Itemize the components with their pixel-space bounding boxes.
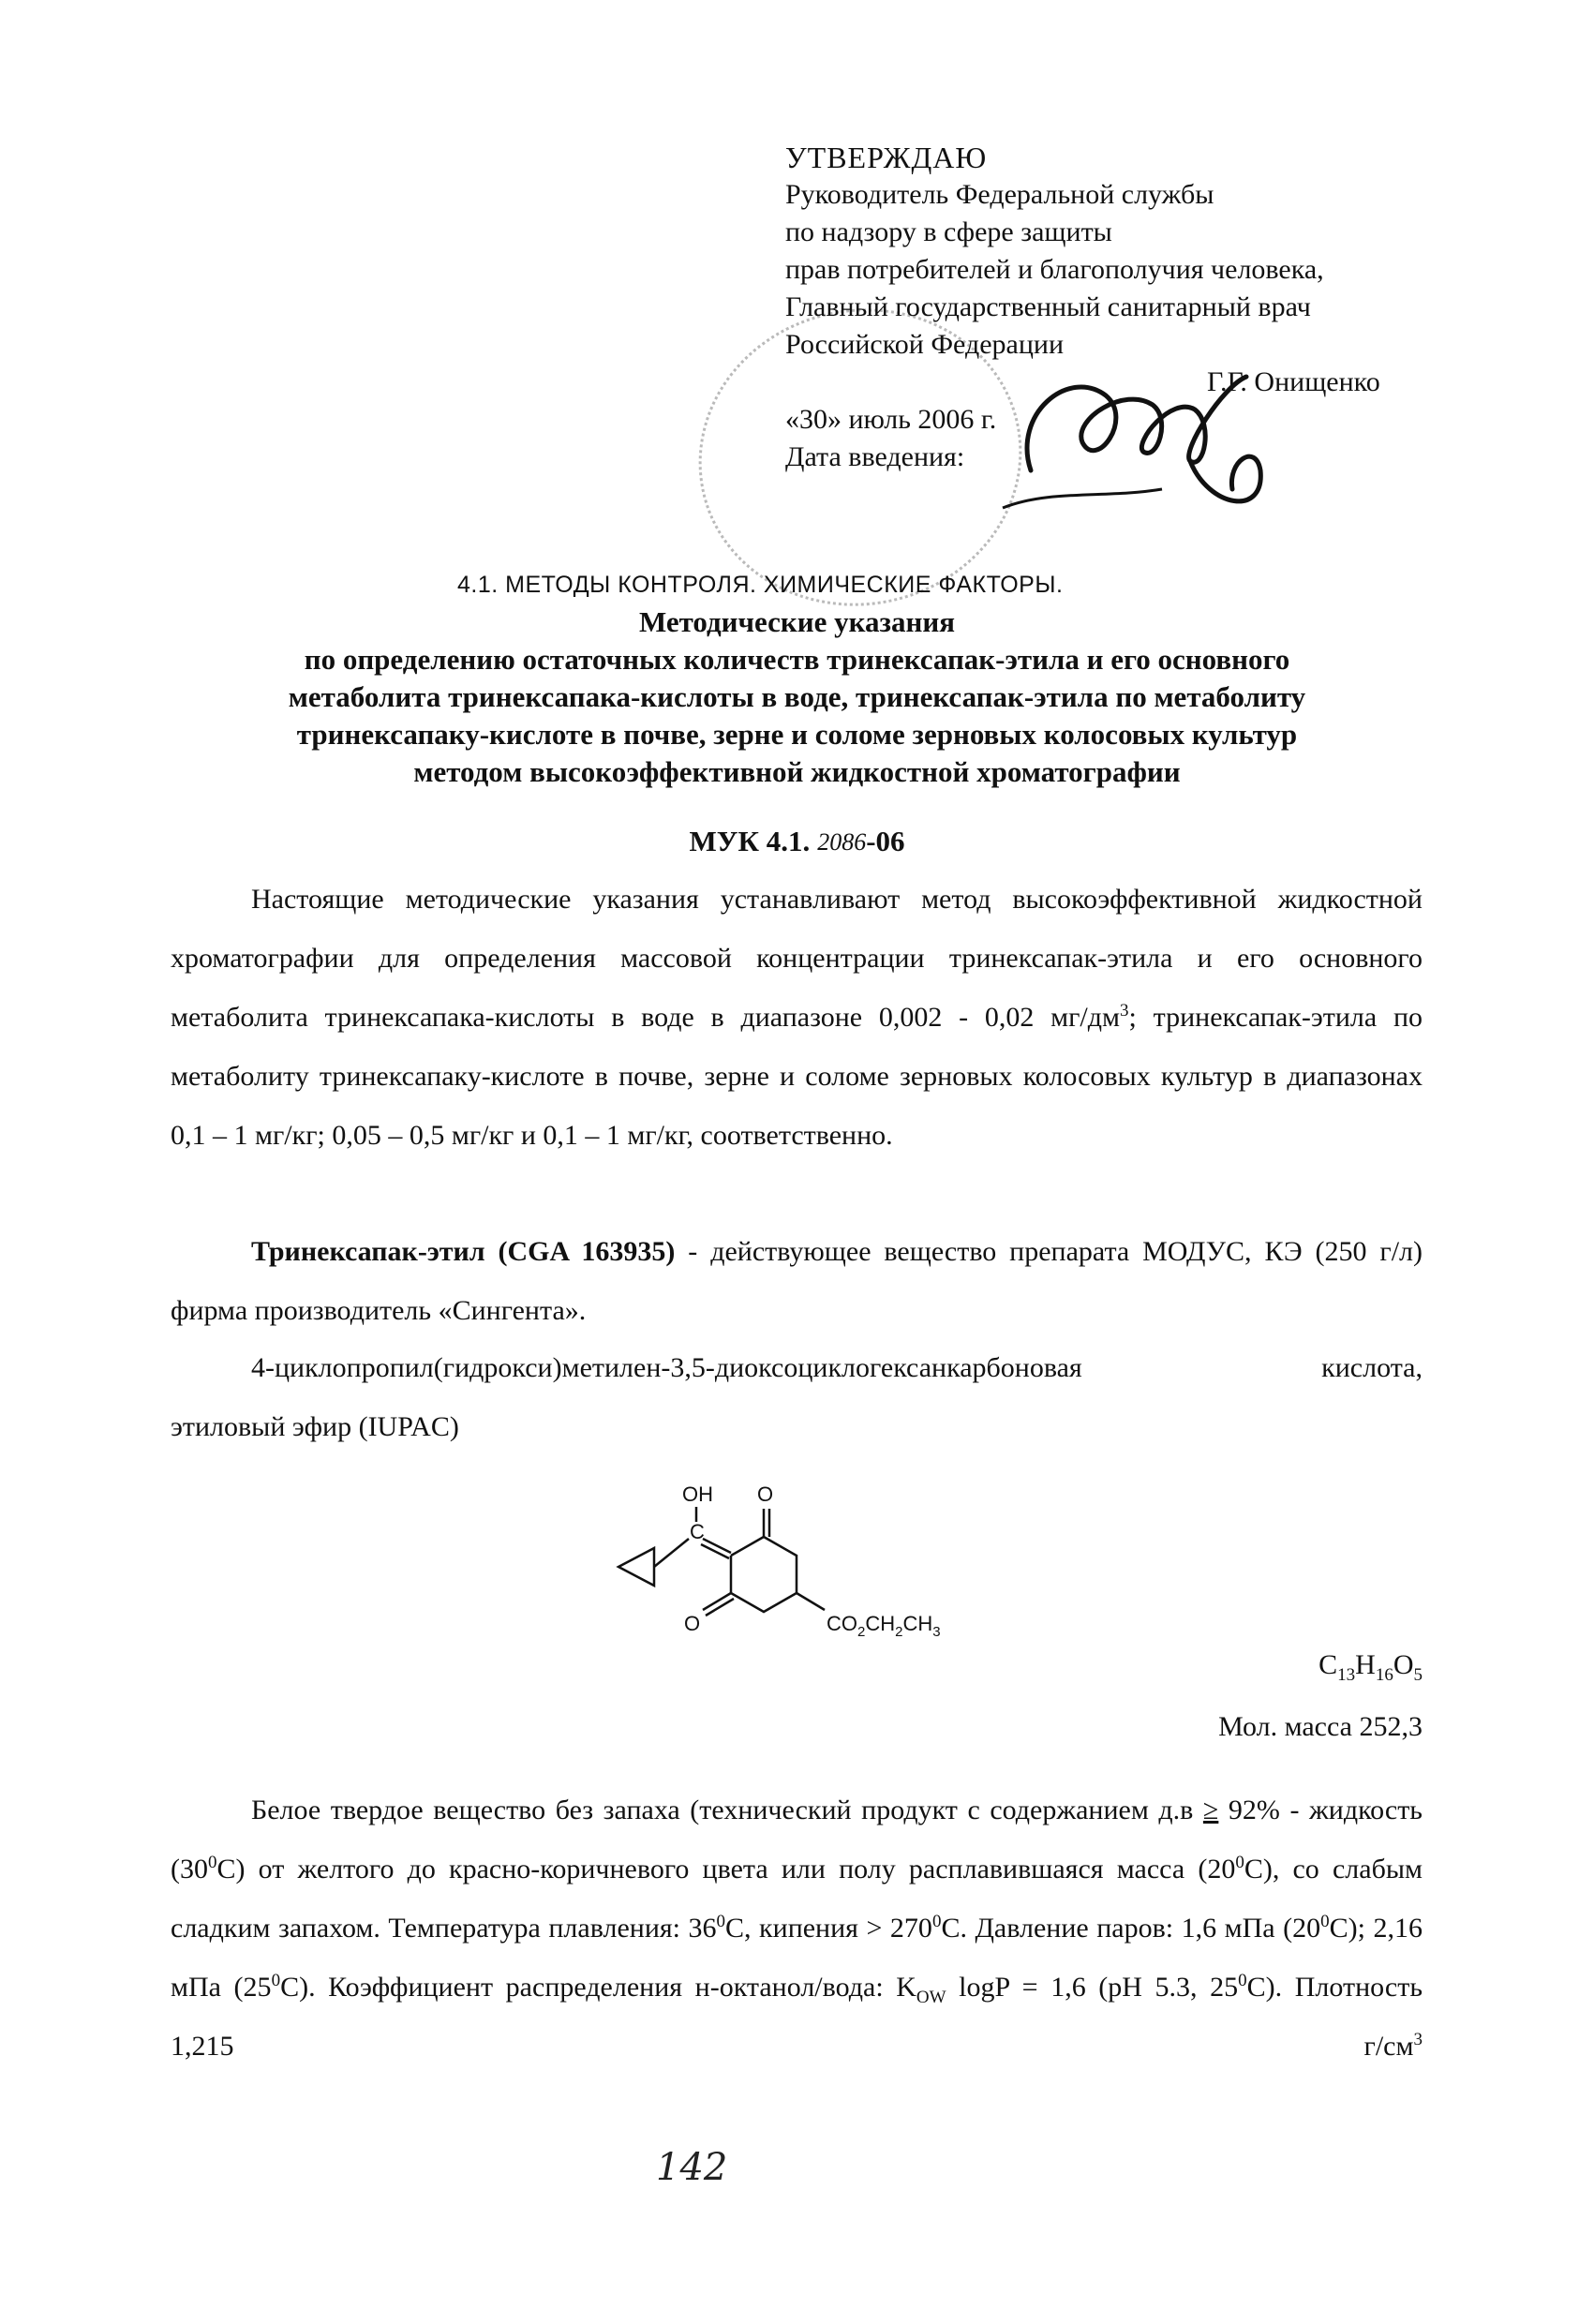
- approval-name-line: [785, 364, 1460, 401]
- approval-line: Российской Федерации: [785, 329, 1065, 360]
- paragraph-iupac: [171, 1338, 1423, 1456]
- superscript: 3: [1120, 1001, 1129, 1020]
- scope-text-1: Настоящие методические указания устанавливают метод высокоэффективной жидкостной хроматографии для определения массовой концентрации тринексапак-этила и его основного метаболита тринексапака-кислоты в воде в диапазоне 0,002 - 0,02 мг/дм: [171, 884, 1423, 1033]
- approval-line: прав потребителей и благополучия человека,: [785, 254, 1324, 285]
- oxygen-top-label: O: [757, 1482, 774, 1506]
- handwritten-code-number: 2086: [817, 828, 867, 856]
- code-suffix: -06: [866, 825, 905, 857]
- title-line: методом высокоэффективной жидкостной хроматографии: [413, 755, 1181, 788]
- introduction-date-label: Дата введения:: [785, 441, 965, 472]
- title-line: метаболита тринексапака-кислоты в воде, тринексапак-этила по метаболиту: [288, 680, 1306, 713]
- title-line: по определению остаточных количеств тринексапак-этила и его основного: [304, 643, 1290, 676]
- structural-formula: [600, 1462, 1012, 1649]
- approval-block: [785, 139, 1460, 476]
- iupac-line-2: этиловый эфир (IUPAC): [171, 1411, 459, 1442]
- approval-date: «30» июль 2006 г.: [785, 404, 997, 435]
- title-line: тринексапаку-кислоте в почве, зерне и соломе зерновых колосовых культур: [296, 718, 1298, 751]
- paragraph-properties: Белое твердое вещество без запаха (технический продукт с содержанием д.в ≥ 92% - жидкость $(30^0С)$ от желтого до красно-коричневого цвета или полу расплавившаяся масса $(20^0С)$, со слабым сладким запахом. Температура плавления: $36^0С$, кипения > $270^0С$. Давление паров: 1,6 мПа $(20^0С)$; 2,16 мПа $(25^0С)$. Коэффициент распределения н-октанол/вода: $K_{OW}$ logP = 1,6 (рН 5.3, $25^0С$). Плотность 1,215 $г/см^3$: [171, 1795, 1423, 2062]
- paragraph-substance: [171, 1222, 1423, 1340]
- substance-name: Тринексапак-этил (CGA 163935): [251, 1236, 676, 1267]
- oxygen-bottom-label: O: [684, 1612, 701, 1635]
- iupac-line-1: 4-циклопропил(гидрокси)метилен-3,5-диоксоциклогексанкарбоновая кислота,: [251, 1352, 1423, 1383]
- title-line: Методические указания: [638, 605, 956, 638]
- approval-heading: УТВЕРЖДАЮ: [785, 141, 988, 174]
- paragraph-scope: [171, 870, 1423, 1165]
- ester-group-label: $CO_2CH_2CH_3$: [827, 1612, 941, 1640]
- document-title: [159, 603, 1435, 791]
- molecular-mass: Мол. масса 252,3: [1218, 1711, 1423, 1742]
- carbon-label: C: [690, 1520, 705, 1543]
- page-number: 142: [656, 2146, 728, 2189]
- document-code: [0, 825, 1594, 858]
- hydroxyl-label: OH: [682, 1482, 713, 1506]
- molecular-formula: $C_{13}H_{16}O_5$: [1318, 1649, 1423, 1685]
- approval-line: по надзору в сфере защиты: [785, 216, 1112, 247]
- section-heading: 4.1. МЕТОДЫ КОНТРОЛЯ. ХИМИЧЕСКИЕ ФАКТОРЫ.: [457, 572, 1064, 598]
- approver-name: Г.Г. Онищенко: [1207, 366, 1380, 397]
- approval-line: Главный государственный санитарный врач: [785, 291, 1311, 322]
- approval-line: Руководитель Федеральной службы: [785, 179, 1214, 210]
- substance-description: - действующее вещество препарата МОДУС, КЭ (250 г/л) фирма производитель «Сингента».: [171, 1236, 1423, 1326]
- greater-equal-sign: ≥: [1202, 1795, 1219, 1825]
- code-prefix: МУК 4.1.: [689, 825, 811, 857]
- scope-text-2: ; тринексапак-этила по метаболиту тринексапаку-кислоте в почве, зерне и соломе зерновых колосовых культур в диапазонах 0,1 – 1 мг/кг; 0,05 – 0,5 мг/кг и 0,1 – 1 мг/кг, соответственно.: [171, 1002, 1423, 1151]
